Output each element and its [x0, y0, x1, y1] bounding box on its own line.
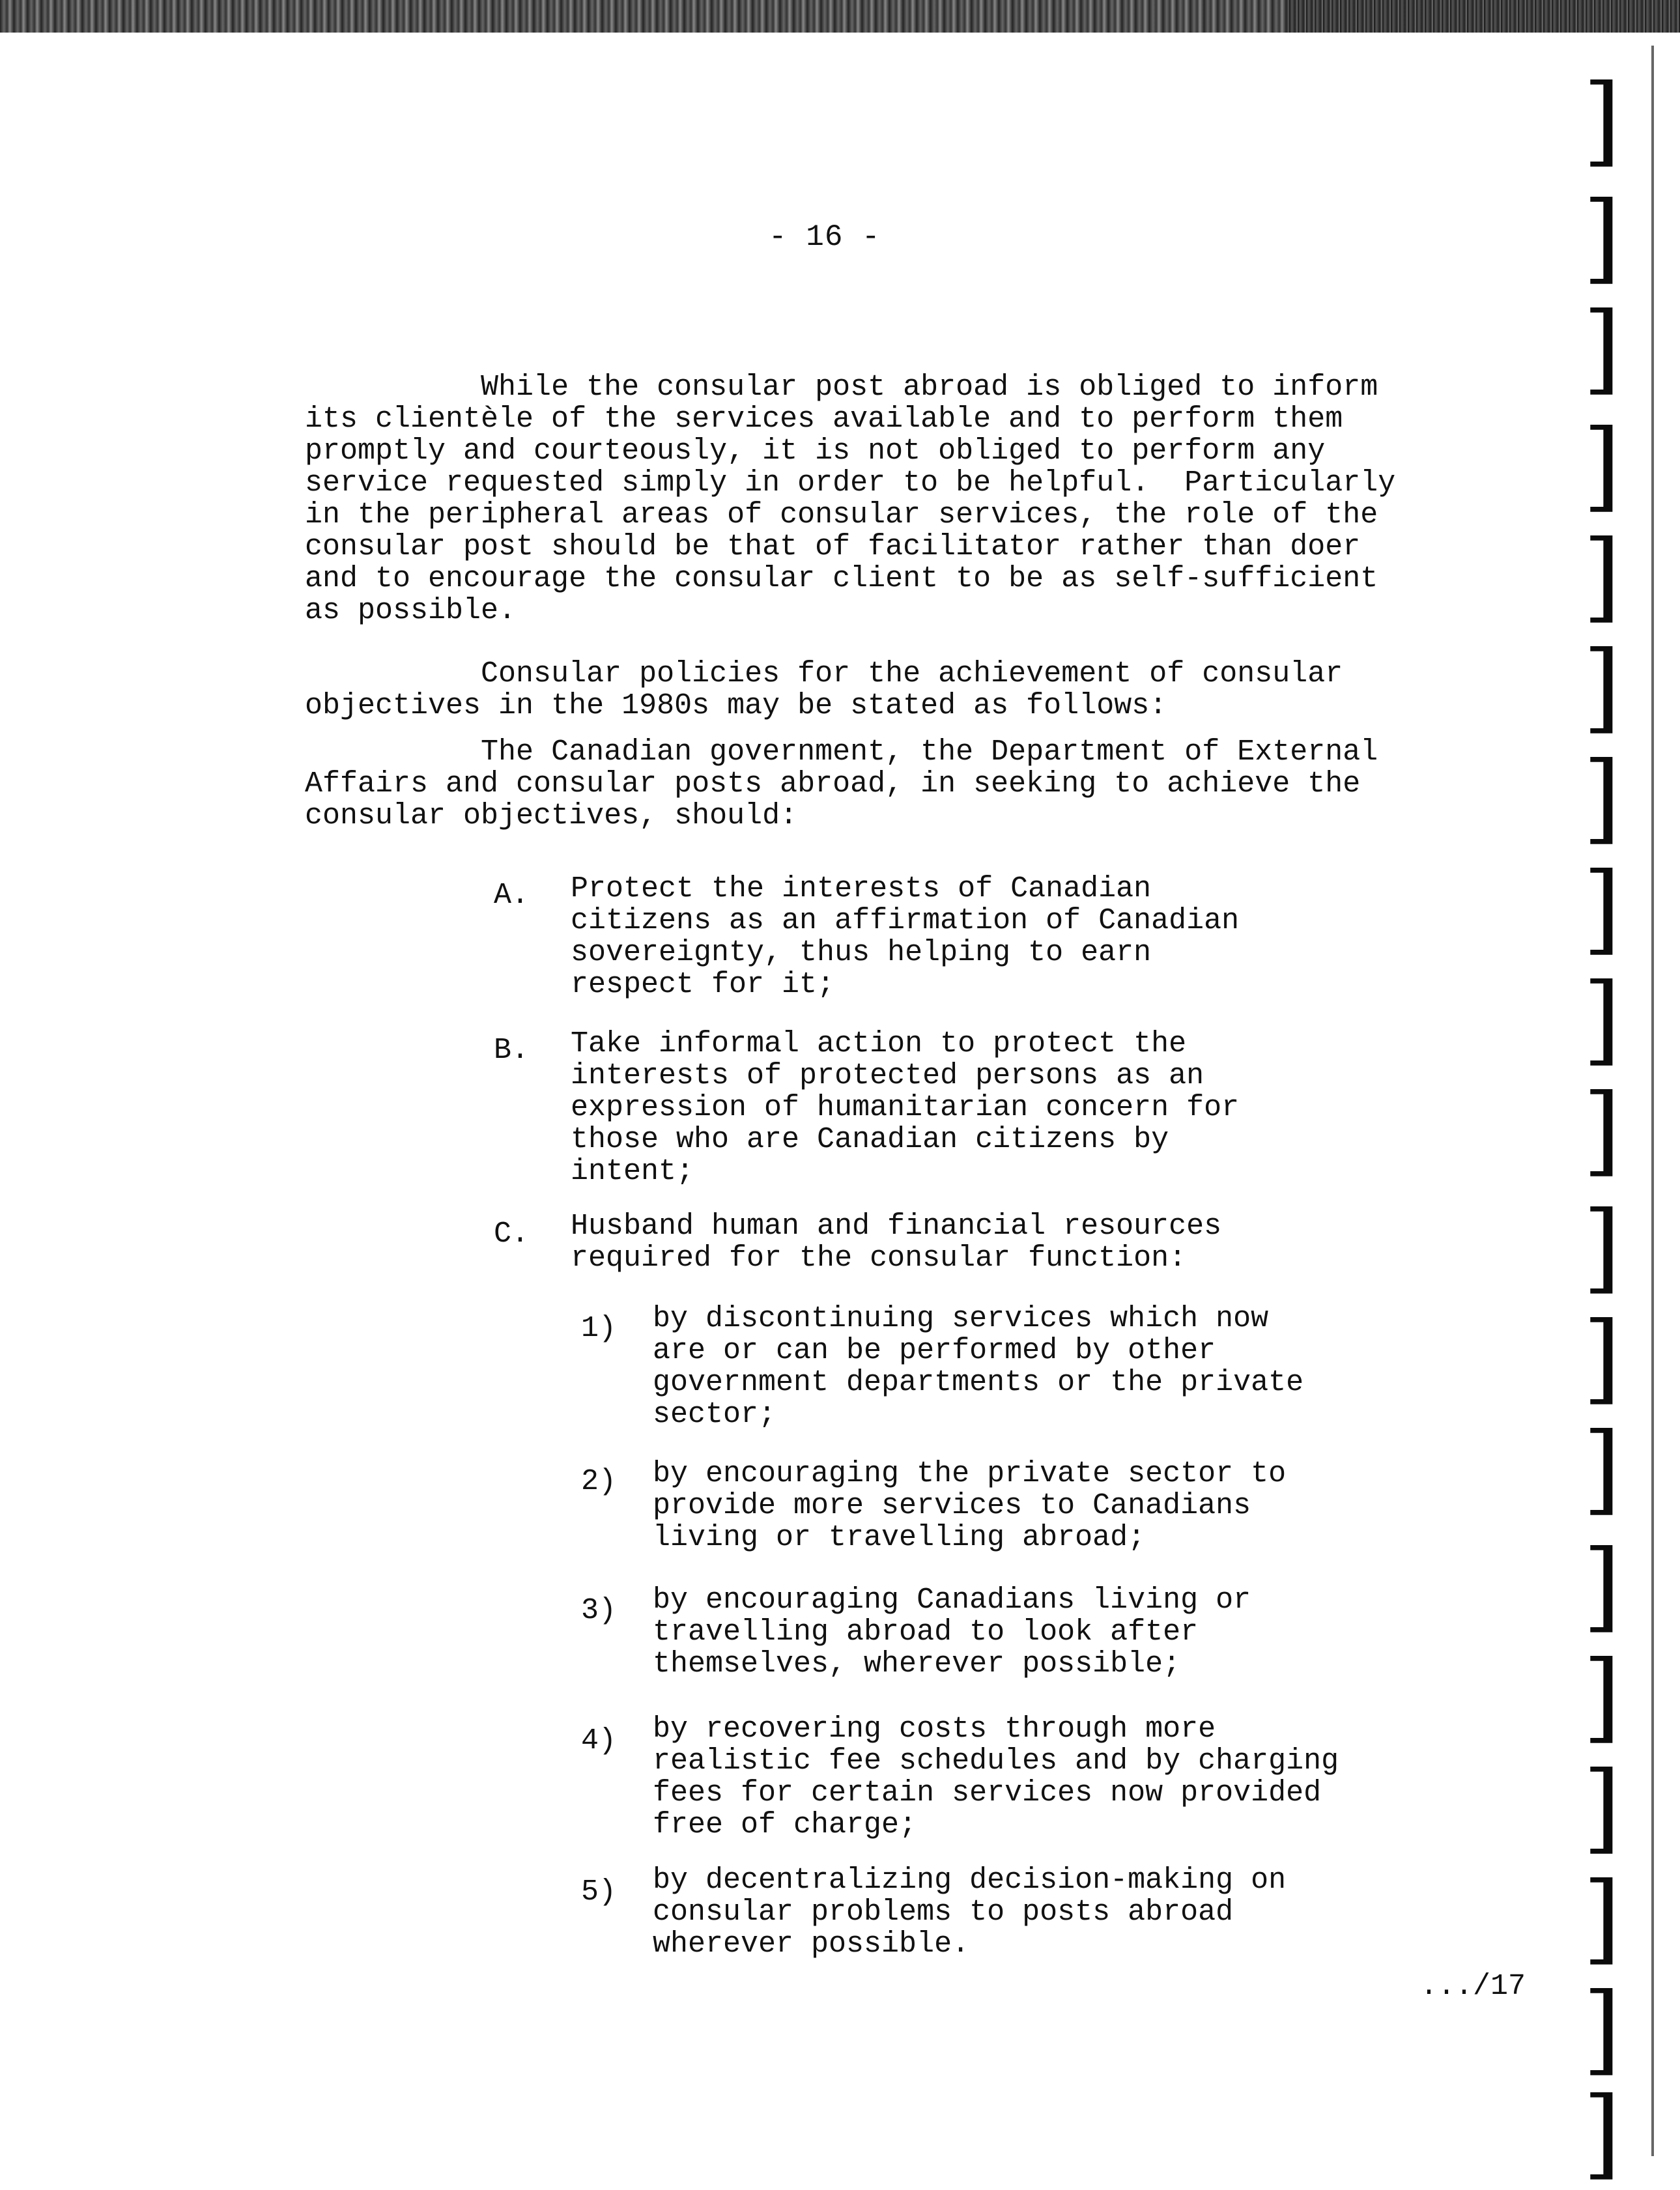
binder-ring-icon: ] — [1582, 1640, 1621, 1754]
binder-ring-icon: ] — [1582, 520, 1621, 633]
subitem-text-1: by discontinuing services which now are or can be performed by other government departments or the private sector; — [653, 1302, 1304, 1431]
subitem-text-5: by decentralizing decision-making on consular problems to posts abroad wherever possible. — [653, 1864, 1287, 1961]
item-text-a: Protect the interests of Canadian citizens as an affirmation of Canadian sovereignty, thus helping to earn respect for it; — [571, 872, 1240, 1001]
binder-ring-icon: ] — [1582, 1862, 1621, 1975]
page-number: - 16 - — [769, 220, 881, 254]
binder-ring-icon: ] — [1582, 1751, 1621, 1864]
binder-ring-icon: ] — [1582, 1972, 1621, 2086]
binder-ring-icon: ] — [1582, 1191, 1621, 1304]
binder-ring-icon: ] — [1582, 1412, 1621, 1526]
binder-ring-icon: ] — [1582, 963, 1621, 1076]
subitem-number-4: 4) — [581, 1724, 617, 1757]
binder-ring-icon: ] — [1582, 409, 1621, 522]
paragraph-consular-post: While the consular post abroad is obliged to inform its clientèle of the services available and to perform them promptly and courteously, it is not obliged to perform any service requested simply in order to be helpful. Particularly in the peripheral areas of consular services, the role of the consular post should be that of facilitator rather than doer and to encourage the consular client to be as self-sufficient as possible. — [305, 371, 1396, 627]
item-text-c: Husband human and financial resources required for the consular function: — [571, 1210, 1222, 1275]
item-letter-a: A. — [494, 879, 530, 912]
paragraph-canadian-government: The Canadian government, the Department of External Affairs and consular posts abroad, in seeking to achieve the consular objectives, should: — [305, 735, 1378, 832]
subitem-number-3: 3) — [581, 1594, 617, 1627]
subitem-number-5: 5) — [581, 1875, 617, 1909]
binder-ring-icon: ] — [1582, 292, 1621, 405]
binder-ring-icon: ] — [1582, 64, 1621, 177]
subitem-text-4: by recovering costs through more realistic fee schedules and by charging fees for certain services now provided free of charge; — [653, 1713, 1339, 1842]
subitem-number-2: 2) — [581, 1465, 617, 1498]
subitem-number-1: 1) — [581, 1312, 617, 1345]
binder-ring-icon: ] — [1582, 741, 1621, 855]
binder-ring-icon: ] — [1582, 1301, 1621, 1415]
binder-ring-icon: ] — [1582, 631, 1621, 744]
subitem-text-3: by encouraging Canadians living or travelling abroad to look after themselves, wherever possible; — [653, 1584, 1251, 1681]
binder-ring-icon: ] — [1582, 1529, 1621, 1643]
binder-ring-icon: ] — [1582, 852, 1621, 965]
paragraph-consular-policies: Consular policies for the achievement of consular objectives in the 1980s may be stated as follows: — [305, 657, 1343, 722]
item-letter-c: C. — [494, 1217, 530, 1251]
continued-marker: .../17 — [1420, 1970, 1526, 2003]
binder-ring-icon: ] — [1582, 1074, 1621, 1187]
binder-ring-icon: ] — [1582, 2077, 1621, 2190]
item-text-b: Take informal action to protect the interests of protected persons as an expression of humanitarian concern for those who are Canadian citizens by intent; — [571, 1027, 1240, 1188]
binder-ring-icon: ] — [1582, 181, 1621, 294]
item-letter-b: B. — [494, 1034, 530, 1067]
subitem-text-2: by encouraging the private sector to provide more services to Canadians living or travelling abroad; — [653, 1457, 1287, 1554]
